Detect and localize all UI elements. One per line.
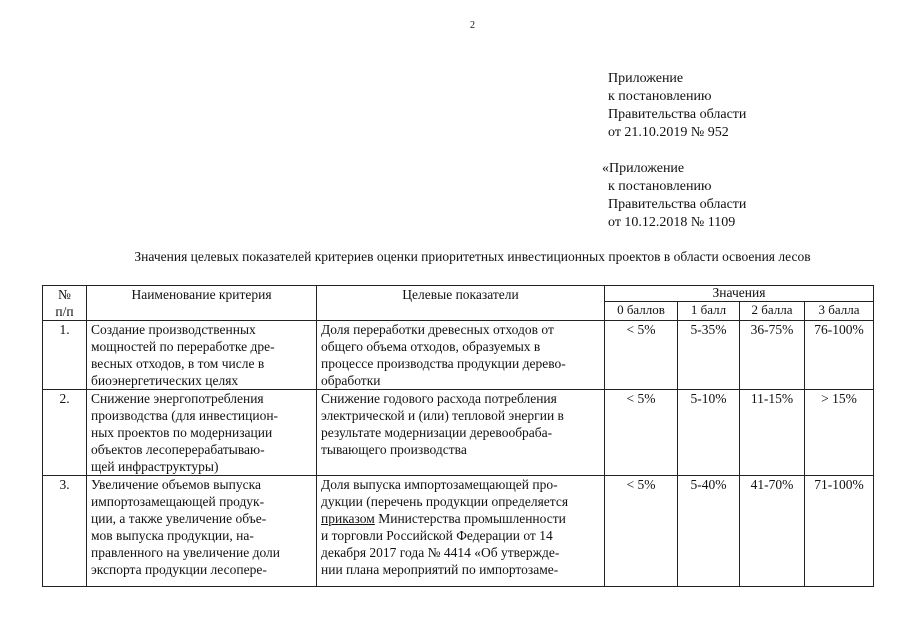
text-line: Доля выпуска импортозамещающей про- xyxy=(321,477,558,492)
header-num-line1: № xyxy=(58,287,71,302)
score-cell: 36-75% xyxy=(740,321,805,390)
table-row xyxy=(43,321,874,390)
header-score-3: 3 балла xyxy=(805,302,874,321)
text-line: мов выпуска продукции, на- xyxy=(91,528,254,543)
appendix-line: Правительства области xyxy=(608,107,747,122)
score-cell: 5-35% xyxy=(678,321,740,390)
target-cell xyxy=(317,321,605,390)
text-fragment: Министерства промышленности xyxy=(374,511,566,526)
appendix-line: от 10.12.2018 № 1109 xyxy=(608,215,736,230)
document-title: Значения целевых показателей критериев оценки приоритетных инвестиционных проектов в области освоения лесов xyxy=(134,249,811,264)
text-line: ции, а также увеличение объе- xyxy=(91,511,267,526)
text-line: декабря 2017 года № 4414 «Об утвержде- xyxy=(321,545,560,560)
row-num: 2. xyxy=(43,390,87,476)
header-values: Значения xyxy=(605,286,874,302)
header-targets: Целевые показатели xyxy=(317,286,605,321)
criterion-cell xyxy=(87,390,317,476)
text-line: экспорта продукции лесопере- xyxy=(91,562,267,577)
text-line: весных отходов, в том числе в xyxy=(91,356,265,371)
text-line: результате модернизации деревообраба- xyxy=(321,425,553,440)
score-cell: 41-70% xyxy=(740,476,805,587)
appendix-line: к постановлению xyxy=(608,89,712,104)
criterion-cell xyxy=(87,321,317,390)
text-line: общего объема отходов, образуемых в xyxy=(321,339,541,354)
text-line: нии плана мероприятий по импортозаме- xyxy=(321,562,559,577)
header-num xyxy=(43,286,87,321)
target-cell xyxy=(317,390,605,476)
header-score-2: 2 балла xyxy=(740,302,805,321)
criteria-table xyxy=(42,285,874,587)
score-cell: 5-40% xyxy=(678,476,740,587)
text-line: обработки xyxy=(321,373,381,388)
table-row xyxy=(43,390,874,476)
appendix-line: к постановлению xyxy=(608,179,712,194)
criterion-cell xyxy=(87,476,317,587)
header-score-1: 1 балл xyxy=(678,302,740,321)
text-line: дукции (перечень продукции определяется xyxy=(321,494,569,509)
score-cell: < 5% xyxy=(605,390,678,476)
appendix-line: «Приложение xyxy=(602,161,685,176)
row-num: 3. xyxy=(43,476,87,587)
score-cell: 71-100% xyxy=(805,476,874,587)
appendix-current-block xyxy=(608,70,888,142)
text-line: Снижение энергопотребления xyxy=(91,391,264,406)
appendix-line: от 21.10.2019 № 952 xyxy=(608,125,729,140)
text-line: процессе производства продукции дерево- xyxy=(321,356,566,371)
text-line: объектов лесоперерабатываю- xyxy=(91,442,265,457)
appendix-previous-block xyxy=(602,160,888,232)
text-line: импортозамещающей продук- xyxy=(91,494,265,509)
appendix-line: Приложение xyxy=(608,71,684,86)
score-cell: 11-15% xyxy=(740,390,805,476)
row-num: 1. xyxy=(43,321,87,390)
text-line: Снижение годового расхода потребления xyxy=(321,391,557,406)
text-line: производства (для инвестицион- xyxy=(91,408,279,423)
order-link[interactable]: приказом xyxy=(321,511,375,526)
text-line: мощностей по переработке дре- xyxy=(91,339,275,354)
header-score-0: 0 баллов xyxy=(605,302,678,321)
score-cell: < 5% xyxy=(605,476,678,587)
target-cell xyxy=(317,476,605,587)
text-line: Доля переработки древесных отходов от xyxy=(321,322,554,337)
text-line: Увеличение объемов выпуска xyxy=(91,477,261,492)
text-line: электрической и (или) тепловой энергии в xyxy=(321,408,564,423)
text-line: щей инфраструктуры) xyxy=(91,459,219,474)
text-line: тывающего производства xyxy=(321,442,467,457)
score-cell: > 15% xyxy=(805,390,874,476)
text-line xyxy=(321,510,600,527)
text-line: ных проектов по модернизации xyxy=(91,425,273,440)
text-line: правленного на увеличение доли xyxy=(91,545,281,560)
appendix-line: Правительства области xyxy=(608,197,747,212)
page-number: 2 xyxy=(470,20,475,31)
score-cell: 5-10% xyxy=(678,390,740,476)
score-cell: 76-100% xyxy=(805,321,874,390)
header-num-line2: п/п xyxy=(55,304,74,319)
header-criterion: Наименование критерия xyxy=(87,286,317,321)
table-row xyxy=(43,476,874,587)
text-line: и торговли Российской Федерации от 14 xyxy=(321,528,553,543)
text-line: Создание производственных xyxy=(91,322,256,337)
text-line: биоэнергетических целях xyxy=(91,373,239,388)
score-cell: < 5% xyxy=(605,321,678,390)
